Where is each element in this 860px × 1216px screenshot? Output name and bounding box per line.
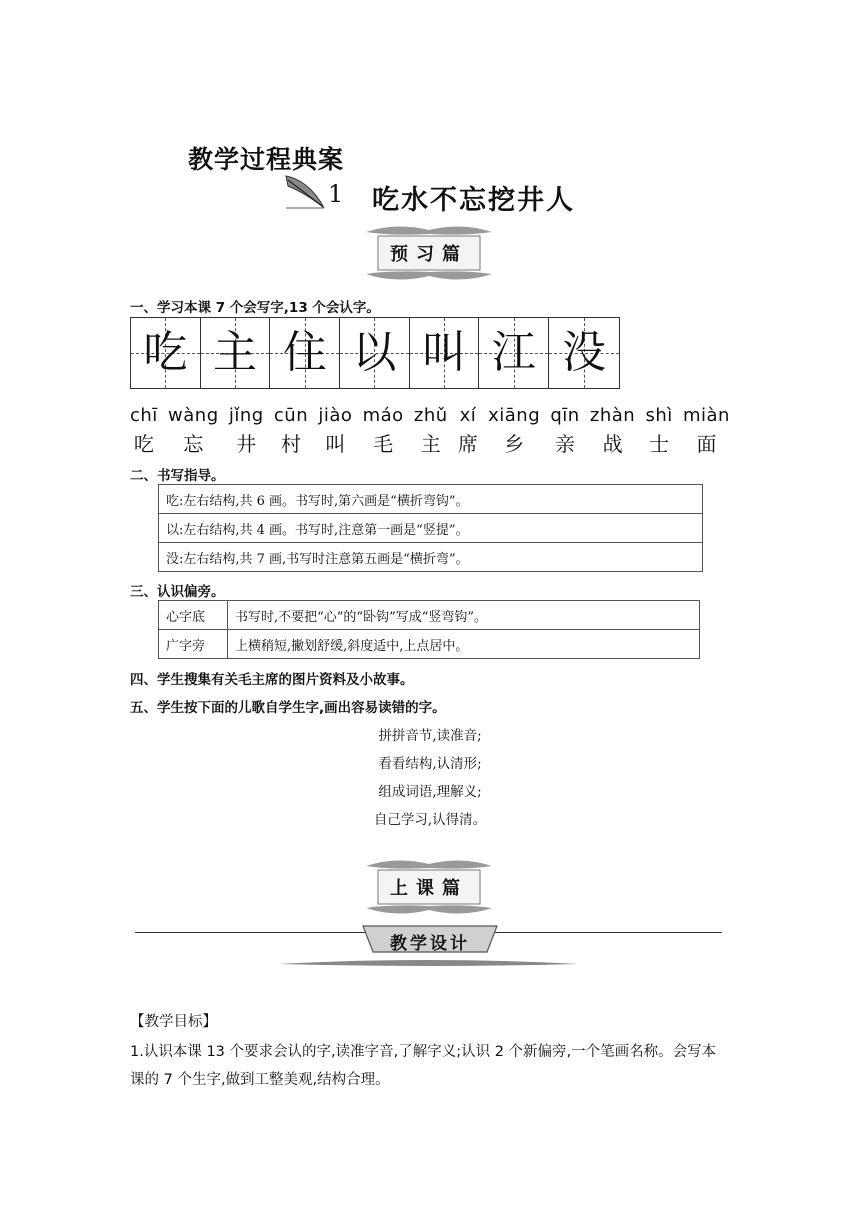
pinyin-char-pair	[550, 405, 579, 457]
writing-guide-table	[158, 484, 703, 572]
class-banner-label: 上课篇	[390, 878, 468, 899]
hanzi: 面	[696, 432, 717, 456]
grid-cell	[201, 318, 271, 388]
preview-banner	[356, 222, 502, 284]
radical-desc: 书写时,不要把“心”的“卧钩”写成“竖弯钩”。	[228, 601, 700, 630]
grid-char: 以	[352, 327, 397, 378]
preview-banner-label: 预习篇	[390, 244, 468, 265]
grid-char: 吃	[143, 327, 188, 378]
grid-cell	[479, 318, 549, 388]
grid-cell	[340, 318, 410, 388]
section-title: 教学过程典案	[188, 145, 345, 174]
hanzi: 忘	[183, 432, 204, 456]
pinyin-char-pair	[645, 405, 672, 457]
pinyin: shì	[645, 405, 673, 426]
pinyin: jiào	[318, 405, 353, 426]
section-1-heading: 一、学习本课 7 个会写字,13 个会认字。	[130, 300, 380, 316]
hanzi: 吃	[133, 432, 154, 456]
pinyin: jǐng	[228, 405, 264, 426]
hanzi: 乡	[504, 432, 525, 456]
section-4-heading: 四、学生搜集有关毛主席的图片资料及小故事。	[130, 672, 414, 688]
lesson-title: 吃水不忘挖井人	[372, 185, 575, 216]
rhyme-line: 组成词语,理解义;	[378, 784, 482, 800]
section-5-heading: 五、学生按下面的儿歌自学生字,画出容易读错的字。	[130, 700, 446, 716]
quill-icon	[284, 172, 328, 212]
pinyin-char-pair	[274, 405, 308, 457]
pinyin: miàn	[682, 405, 730, 426]
goals-heading: 【教学目标】	[130, 1014, 217, 1030]
hanzi: 席	[457, 432, 478, 456]
goals-line: 课的 7 个生字,做到工整美观,结构合理。	[130, 1072, 390, 1088]
pinyin: zhàn	[589, 405, 636, 426]
rhyme-line: 自己学习,认得清。	[373, 812, 487, 828]
lesson-number: 1	[328, 180, 344, 208]
writing-grid	[130, 317, 620, 389]
table-row	[159, 485, 703, 514]
pinyin: zhǔ	[413, 405, 448, 426]
table-cell: 没:左右结构,共 7 画,书写时注意第五画是“横折弯”。	[159, 543, 703, 572]
pinyin-char-pair	[488, 405, 540, 457]
pinyin-char-pair	[130, 405, 158, 457]
table-row	[159, 630, 700, 659]
pinyin-char-pair	[414, 405, 448, 457]
rhyme-line: 拼拼音节,读准音;	[378, 728, 482, 744]
section-3-heading: 三、认识偏旁。	[130, 584, 225, 600]
grid-char: 叫	[422, 327, 467, 378]
radical-desc: 上横稍短,撇划舒缓,斜度适中,上点居中。	[228, 630, 700, 659]
table-cell: 吃:左右结构,共 6 画。书写时,第六画是“横折弯钩”。	[159, 485, 703, 514]
pinyin: cūn	[273, 405, 309, 426]
design-tab-label: 教学设计	[390, 934, 470, 954]
radical-name: 心字底	[159, 601, 228, 630]
design-tab	[355, 924, 505, 956]
grid-cell	[410, 318, 480, 388]
table-row	[159, 514, 703, 543]
pinyin-char-pair	[363, 405, 404, 457]
hanzi: 亲	[555, 432, 576, 456]
goals-line: 1.认识本课 13 个要求会认的字,读准字音,了解字义;认识 2 个新偏旁,一个笔画名称。会写本	[130, 1044, 717, 1060]
hanzi: 主	[420, 432, 441, 456]
pinyin-char-pair	[458, 405, 478, 457]
pinyin: qīn	[550, 405, 580, 426]
hanzi: 士	[649, 432, 670, 456]
radicals-table	[158, 600, 700, 659]
hanzi: 战	[602, 432, 623, 456]
swoosh-icon	[276, 958, 580, 968]
rhyme-line: 看看结构,认清形;	[378, 756, 482, 772]
pinyin: xiāng	[488, 405, 541, 426]
pinyin-char-pair	[168, 405, 219, 457]
hanzi: 井	[236, 432, 257, 456]
pinyin-char-pair	[318, 405, 352, 457]
grid-cell	[270, 318, 340, 388]
grid-char: 住	[282, 327, 327, 378]
table-row	[159, 543, 703, 572]
pinyin-char-pair	[683, 405, 730, 457]
table-row	[159, 601, 700, 630]
pinyin: chī	[130, 405, 158, 426]
hanzi: 毛	[373, 432, 394, 456]
hanzi: 叫	[325, 432, 346, 456]
section-2-heading: 二、书写指导。	[130, 468, 225, 484]
grid-char: 主	[213, 327, 258, 378]
pinyin: wàng	[168, 405, 219, 426]
grid-char: 没	[561, 327, 606, 378]
pinyin-char-pair	[229, 405, 264, 457]
class-banner	[356, 856, 502, 918]
radical-name: 广字旁	[159, 630, 228, 659]
hanzi: 村	[281, 432, 302, 456]
grid-char: 江	[491, 327, 536, 378]
pinyin-char-pair	[590, 405, 635, 457]
table-cell: 以:左右结构,共 4 画。书写时,注意第一画是“竖提”。	[159, 514, 703, 543]
grid-cell	[549, 318, 619, 388]
grid-cell	[131, 318, 201, 388]
pinyin: xí	[459, 405, 477, 426]
pinyin: máo	[362, 405, 404, 426]
recognize-chars-row	[130, 405, 730, 457]
